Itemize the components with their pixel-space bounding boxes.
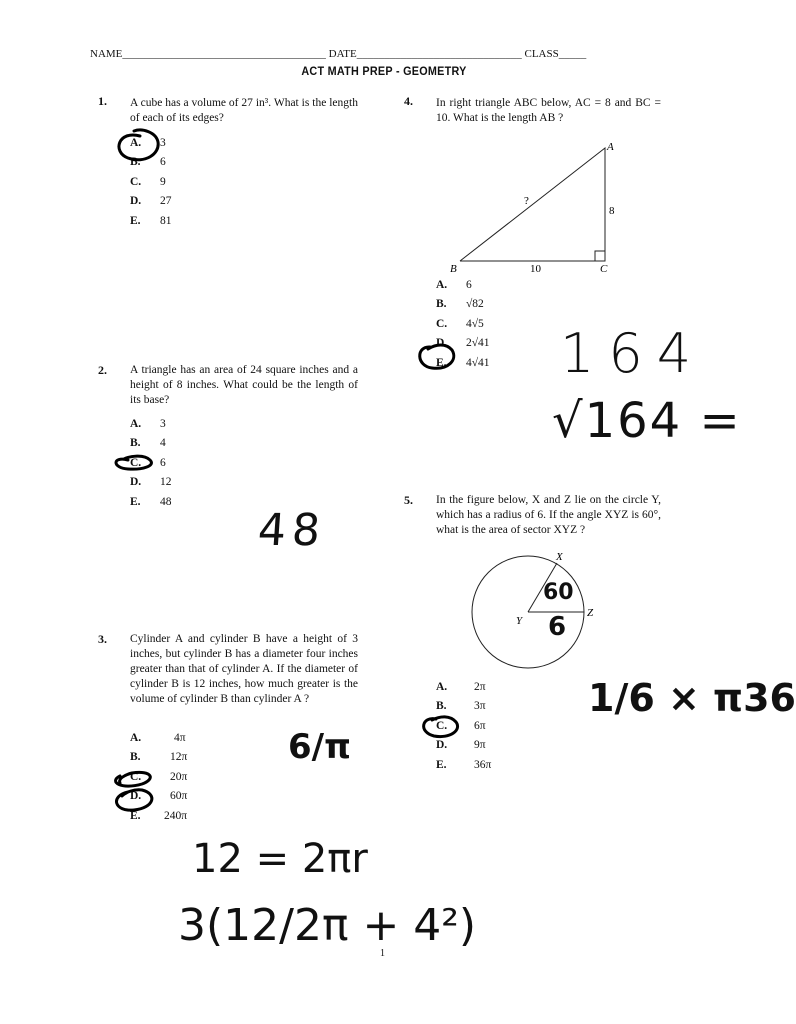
answer-circle-3d — [117, 790, 152, 810]
choice-letter: C. — [130, 770, 142, 783]
side-ac-label: 8 — [609, 205, 615, 217]
choice-value: √82 — [466, 298, 484, 311]
choice-value: 3 — [160, 417, 166, 430]
choice-value: 60π — [170, 790, 188, 803]
choice-letter: B. — [436, 298, 447, 311]
choice-letter: A. — [436, 278, 448, 291]
choice-letter: D. — [130, 476, 142, 489]
question-4-number: 4. — [404, 94, 413, 108]
choice-value: 4 — [160, 437, 166, 450]
vertex-c-label: C — [600, 263, 608, 275]
choice-letter: E. — [130, 495, 141, 508]
hypotenuse-label: ? — [524, 195, 529, 207]
choice-value: 2√41 — [466, 337, 490, 350]
choice-value: 48 — [160, 495, 172, 508]
question-1-number: 1. — [98, 94, 107, 108]
choice-letter: B. — [436, 700, 447, 713]
question-3-number: 3. — [98, 632, 107, 646]
handwritten-sector-calc: 1/6 × π36 — [588, 676, 796, 720]
choice-letter: C. — [436, 317, 448, 330]
choice-letter: D. — [436, 739, 448, 752]
choice-value: 4π — [174, 731, 186, 744]
choice-letter: B. — [130, 751, 141, 764]
choice-letter: E. — [130, 809, 141, 822]
choice-value: 3 — [160, 136, 166, 149]
question-5-number: 5. — [404, 493, 413, 507]
choice-value: 36π — [474, 758, 492, 771]
handwritten-6-over-pi: 6/π — [288, 727, 351, 767]
choice-value: 6π — [474, 719, 486, 732]
choice-value: 12 — [160, 476, 172, 489]
handwritten-radius-6: 6 — [548, 612, 567, 642]
page-number: 1 — [380, 948, 385, 959]
choice-letter: E. — [436, 356, 447, 369]
question-1-text: A cube has a volume of 27 in³. What is the length of each of its edges? — [130, 97, 358, 124]
question-3-text: Cylinder A and cylinder B have a height of 3 inches, but cylinder B has a diameter four inches greater than that of cylinder A. If the diameter of cylinder B is 12 inches, how much greater is the volume of cylinder B than cylinder A ? — [130, 633, 358, 705]
side-bc-label: 10 — [530, 263, 541, 275]
point-x-label: X — [556, 551, 563, 563]
choice-value: 2π — [474, 680, 486, 693]
question-2-text: A triangle has an area of 24 square inches and a height of 8 inches. What could be the length of its base? — [130, 364, 358, 406]
answer-circle-3c — [116, 772, 151, 786]
choice-letter: C. — [130, 175, 142, 188]
handwritten-sqrt-164: √164 = — [552, 393, 742, 449]
choice-letter: C. — [436, 719, 448, 732]
choice-letter: E. — [436, 758, 447, 771]
handwritten-circumference: 12 = 2πr — [192, 836, 368, 882]
choice-value: 4√5 — [466, 317, 484, 330]
vertex-b-label: B — [450, 263, 457, 275]
choice-letter: A. — [130, 731, 142, 744]
choice-value: 4√41 — [466, 356, 490, 369]
choice-letter: A. — [436, 680, 448, 693]
choice-letter: B. — [130, 156, 141, 169]
vertex-a-label: A — [607, 141, 614, 153]
answer-circle-1a — [119, 130, 158, 160]
choice-letter: A. — [130, 417, 142, 430]
question-2-number: 2. — [98, 363, 107, 377]
choice-value: 6 — [160, 456, 166, 469]
answer-circle-2c — [116, 456, 151, 469]
choice-letter: D. — [436, 337, 448, 350]
handwritten-48: 48 — [256, 505, 328, 556]
choice-value: 20π — [170, 770, 188, 783]
choice-letter: E. — [130, 214, 141, 227]
choice-value: 9π — [474, 739, 486, 752]
choice-letter: D. — [130, 790, 142, 803]
handwritten-volume-work: 3(12/2π + 4²) — [178, 900, 477, 951]
handwritten-angle-60: 60 — [543, 580, 574, 605]
choice-value: 3π — [474, 700, 486, 713]
choice-letter: A. — [130, 136, 142, 149]
choice-value: 12π — [170, 751, 188, 764]
choice-value: 6 — [466, 278, 472, 291]
choice-value: 27 — [160, 195, 172, 208]
page-title: ACT MATH PREP - GEOMETRY — [301, 64, 467, 78]
answer-circle-4d — [420, 345, 454, 368]
choice-value: 81 — [160, 214, 172, 227]
point-z-label: Z — [587, 607, 594, 619]
choice-letter: C. — [130, 456, 142, 469]
point-y-label: Y — [516, 615, 523, 627]
question-4-text: In right triangle ABC below, AC = 8 and BC = 10. What is the length AB ? — [436, 97, 661, 124]
choice-value: 6 — [160, 156, 166, 169]
question-5-text: In the figure below, X and Z lie on the circle Y, which has a radius of 6. If the angle XYZ is 60°, what is the area of sector XYZ ? — [436, 494, 661, 536]
choice-value: 240π — [164, 809, 188, 822]
choice-value: 9 — [160, 175, 166, 188]
choice-letter: B. — [130, 437, 141, 450]
header-fields: NAME_____________________________________ DATE______________________________ CLASS_____ — [90, 48, 587, 60]
choice-letter: D. — [130, 195, 142, 208]
handwritten-164: 164 — [560, 322, 706, 385]
answer-circle-5c — [424, 717, 458, 737]
